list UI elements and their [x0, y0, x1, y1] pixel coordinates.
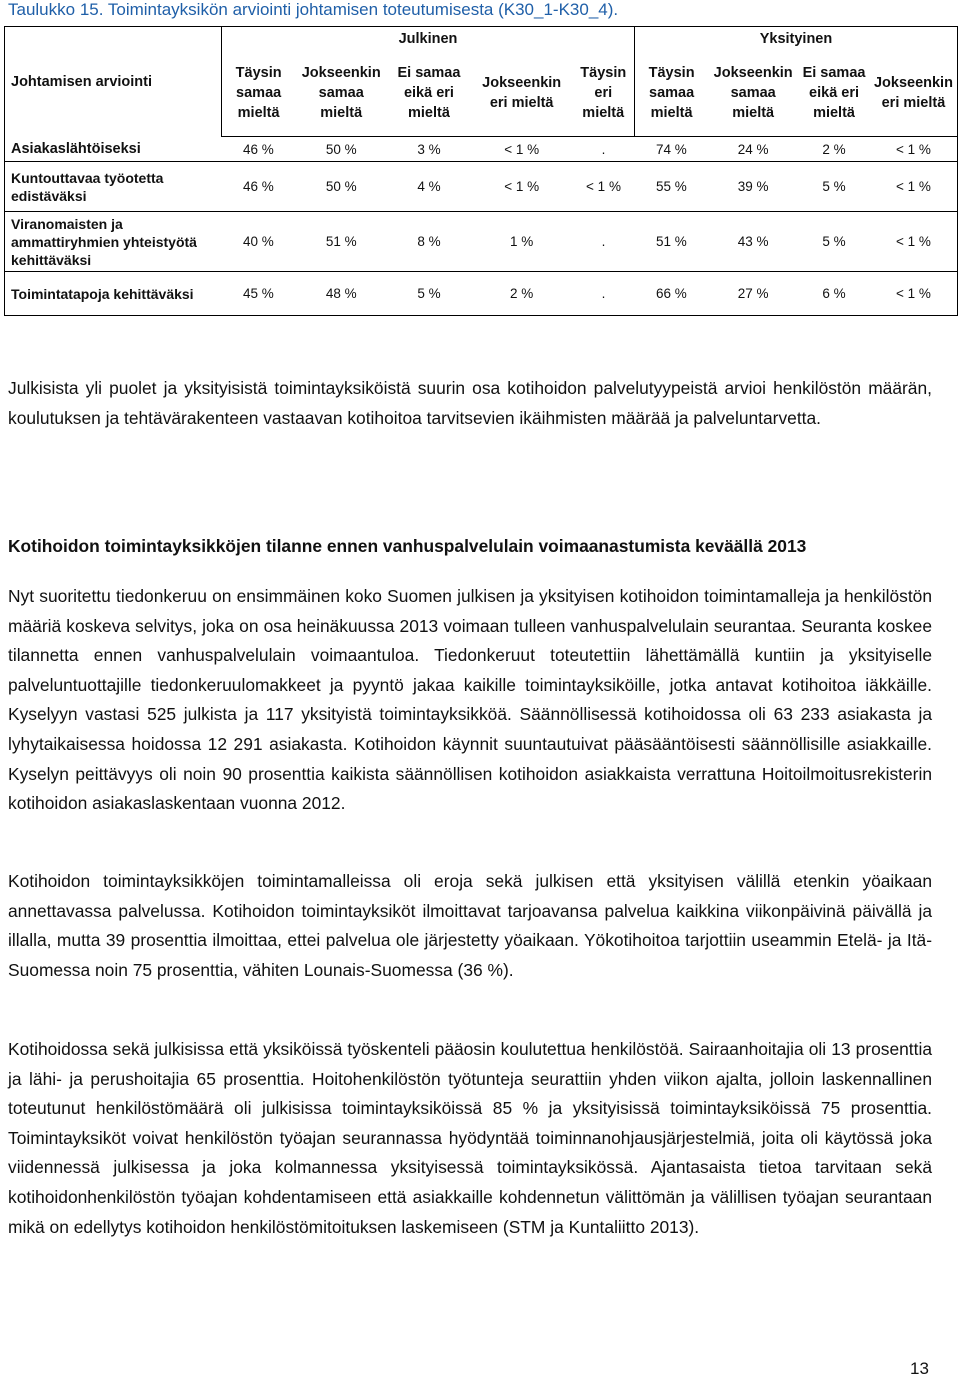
col-header: Jokseenkin eri mieltä [870, 51, 958, 137]
table-row [5, 272, 958, 316]
col-header: Täysin eri mieltä [573, 51, 635, 137]
cell: 66 % [634, 272, 708, 316]
cell: < 1 % [471, 137, 573, 162]
cell: 50 % [295, 162, 387, 212]
cell: 27 % [708, 272, 798, 316]
cell: . [573, 212, 635, 272]
cell: 2 % [798, 137, 870, 162]
cell: . [573, 272, 635, 316]
cell: 46 % [222, 137, 296, 162]
row-label: Toimintatapoja kehittäväksi [5, 272, 222, 316]
corner-header: Johtamisen arviointi [5, 27, 222, 137]
table-row [5, 162, 958, 212]
cell: < 1 % [870, 272, 958, 316]
cell: < 1 % [471, 162, 573, 212]
cell: < 1 % [870, 137, 958, 162]
cell: . [573, 137, 635, 162]
cell: 51 % [295, 212, 387, 272]
cell: 46 % [222, 162, 296, 212]
cell: 4 % [387, 162, 471, 212]
paragraph-operating-models: Kotihoidon toimintayksikköjen toimintamalleissa oli eroja sekä julkisen että yksityisen välillä etenkin yöaikaan annettavassa palvelussa. Kotihoidon toimintayksiköt ilmoittavat tarjoavansa palvelua kaikkina viikonpäivinä päivällä ja illalla, mutta 39 prosenttia ilmoittaa, ettei palvelua ole järjestetty yöaikaan. Yökotihoitoa tarjottiin useammin Etelä- ja Itä-Suomessa noin 75 prosenttia, vähiten Lounais-Suomessa (36 %). [8, 871, 932, 980]
cell: < 1 % [870, 212, 958, 272]
cell: 1 % [471, 212, 573, 272]
cell: 50 % [295, 137, 387, 162]
group-header-public: Julkinen [222, 27, 635, 51]
col-header: Täysin samaa mieltä [634, 51, 708, 137]
cell: < 1 % [573, 162, 635, 212]
leadership-assessment-table [4, 26, 958, 316]
cell: < 1 % [870, 162, 958, 212]
row-label: Kuntouttavaa työotetta edistäväksi [5, 162, 222, 212]
row-label: Asiakaslähtöiseksi [5, 137, 222, 162]
cell: 51 % [634, 212, 708, 272]
table-caption: Taulukko 15. Toimintayksikön arviointi johtamisen toteutumisesta (K30_1-K30_4). [8, 0, 619, 19]
group-header-private: Yksityinen [634, 27, 957, 51]
cell: 5 % [387, 272, 471, 316]
table-row [5, 137, 958, 162]
row-label: Viranomaisten ja ammattiryhmien yhteistyötä kehittäväksi [5, 212, 222, 272]
col-header: Ei samaa eikä eri mieltä [798, 51, 870, 137]
cell: 5 % [798, 162, 870, 212]
cell: 39 % [708, 162, 798, 212]
cell: 43 % [708, 212, 798, 272]
table-row [5, 212, 958, 272]
col-header: Jokseenkin eri mieltä [471, 51, 573, 137]
section-heading: Kotihoidon toimintayksikköjen tilanne ennen vanhuspalvelulain voimaanastumista keväällä 2013 [8, 536, 807, 556]
cell: 48 % [295, 272, 387, 316]
cell: 45 % [222, 272, 296, 316]
cell: 6 % [798, 272, 870, 316]
col-header: Jokseenkin samaa mieltä [295, 51, 387, 137]
col-header: Ei samaa eikä eri mieltä [387, 51, 471, 137]
paragraph-staffing: Kotihoidossa sekä julkisissa että yksiköissä työskenteli pääosin koulutettua henkilöstöä. Sairaanhoitajia oli 13 prosenttia ja lähi- ja perushoitajia 65 prosenttia. Hoitohenkilöstön työtunteja seurattiin yhden viikon ajalta, jolloin laskennallinen toteutunut henkilöstömäärä oli julkisissa toimintayksiköissä 85 % ja yksityisissä toimintayksiköissä 75 prosenttia. Toimintayksiköt voivat henkilöstön työajan seurannassa hyödyntää toiminnanohjausjärjestelmiä, joita oli käytössä joka viidennessä julkisessa ja joka kolmannessa yksityisessä toimintayksikössä. Ajantasaista tietoa tarvitaan sekä kotihoidonhenkilöstön työajan kohdentamiseen että asiakkaille kohdennetun välittömän ja välillisen työajan seurantaan mikä on edellytys kotihoidon henkilöstömitoituksen laskemiseen (STM ja Kuntaliitto 2013). [8, 1039, 932, 1237]
cell: 8 % [387, 212, 471, 272]
cell: 24 % [708, 137, 798, 162]
col-header: Jokseenkin samaa mieltä [708, 51, 798, 137]
cell: 5 % [798, 212, 870, 272]
page-number: 13 [910, 1359, 929, 1378]
col-header: Täysin samaa mieltä [222, 51, 296, 137]
paragraph-summary: Julkisista yli puolet ja yksityisistä toimintayksiköistä suurin osa kotihoidon palvelutyypeistä arvioi henkilöstön määrän, koulutuksen ja tehtävärakenteen vastaavan kotihoitoa tarvitsevien ikäihmisten määrää ja palveluntarvetta. [8, 378, 932, 428]
cell: 3 % [387, 137, 471, 162]
cell: 40 % [222, 212, 296, 272]
paragraph-data-collection: Nyt suoritettu tiedonkeruu on ensimmäinen koko Suomen julkisen ja yksityisen kotihoidon toimintamalleja ja henkilöstön määriä koskeva selvitys, joka on osa heinäkuussa 2013 voimaan tulleen vanhuspalvelulain seurantaa. Seuranta koskee tilannetta ennen vanhuspalvelulain voimaantuloa. Tiedonkeruut toteutettiin lähettämällä kuntiin ja yksityiselle palveluntuottajille tiedonkeruulomakkeet ja pyyntö jakaa kaikille toimintayksiköille, jotka antavat kotihoitoa iäkkäille. Kyselyyn vastasi 525 julkista ja 117 yksityistä toimintayksikköä. Säännöllisessä kotihoidossa oli 63 233 asiakasta ja lyhytaikaisessa hoidossa 12 291 asiakasta. Kotihoidon käynnit suuntautuivat pääsääntöisesti säännöllisille asiakkaille. Kyselyn peittävyys oli noin 90 prosenttia kaikista säännöllisen kotihoidon asiakkaista verrattuna Hoitoilmoitusrekisterin kotihoidon asiakaslaskentaan vuonna 2012. [8, 586, 932, 814]
cell: 55 % [634, 162, 708, 212]
cell: 74 % [634, 137, 708, 162]
cell: 2 % [471, 272, 573, 316]
